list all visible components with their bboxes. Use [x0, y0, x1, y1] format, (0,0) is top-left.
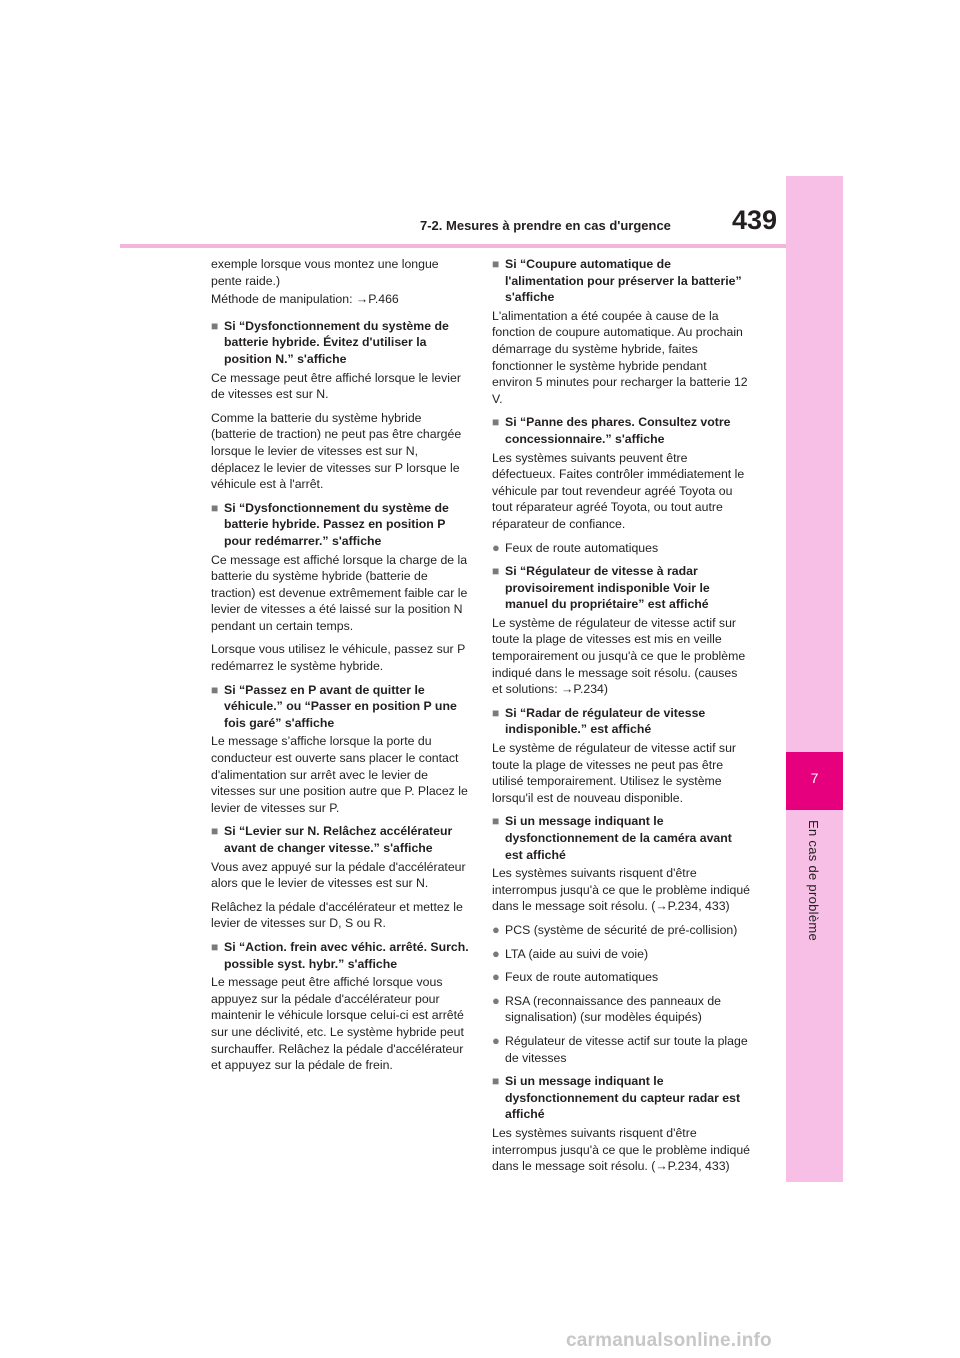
square-bullet-icon: ■ — [492, 415, 500, 430]
square-bullet-icon: ■ — [492, 705, 500, 720]
paragraph: Lorsque vous utilisez le véhicule, passez sur P redémarrez le système hybride. — [211, 642, 466, 674]
round-bullet-icon: ● — [492, 992, 500, 1008]
section-heading: Si “Radar de régulateur de vitesse indisponible.” est affiché — [505, 705, 706, 737]
square-bullet-icon: ■ — [211, 939, 219, 954]
section — [211, 500, 469, 675]
paragraph: Le système de régulateur de vitesse actif sur toute la plage de vitesses ne peut pas être utilisé temporairement. Utilisez le système lorsqu'il est de nouveau disponible. — [492, 741, 737, 805]
section-heading: Si un message indiquant le dysfonctionnement de la caméra avant est affiché — [505, 814, 732, 862]
chapter-title: En cas de problème — [806, 820, 821, 942]
paragraph: Ce message est affiché lorsque la charge de la batterie du système hybride (batterie de traction) est devenue extrêmement faible car le levier de vitesses a été laissé sur la position N pendant un certain temps. — [211, 552, 468, 633]
paragraph: Les systèmes suivants risquent d'être interrompus jusqu'à ce que le problème indiqué dans le message soit résolu. (→P.234, 433) — [492, 1125, 751, 1174]
section-heading: Si “Panne des phares. Consultez votre concessionnaire.” s'affiche — [505, 415, 731, 446]
section — [492, 256, 750, 407]
section — [211, 823, 469, 932]
section-heading: Si “Dysfonctionnement du système de batterie hybride. Passez en position P pour redémarrer.” s'affiche — [224, 500, 449, 548]
header-rule — [120, 244, 788, 248]
list-item — [492, 922, 750, 939]
paragraph: Comme la batterie du système hybride (batterie de traction) ne peut pas être chargée lorsque le levier de vitesses est sur N, déplacez le levier de vitesses sur P lorsque le véhicule est à l'arrêt. — [211, 410, 462, 492]
section-heading: Si “Régulateur de vitesse à radar provisoirement indisponible Voir le manuel du propriétaire” est affiché — [505, 564, 710, 612]
section-heading: Si “Passez en P avant de quitter le véhicule.” ou “Passer en position P une fois garé” s'affiche — [224, 682, 457, 730]
list-item-text: LTA (aide au suivi de voie) — [505, 946, 649, 961]
list-item — [492, 993, 750, 1026]
section — [492, 1073, 750, 1175]
section — [492, 705, 750, 807]
right-column — [492, 256, 750, 1182]
intro-reference: Méthode de manipulation: →P.466 — [211, 292, 399, 307]
square-bullet-icon: ■ — [492, 1074, 500, 1089]
section-heading: Si “Coupure automatique de l'alimentation pour préserver la batterie” s'affiche — [505, 257, 742, 305]
square-bullet-icon: ■ — [211, 318, 219, 333]
chapter-side-tab — [786, 176, 843, 1182]
section — [211, 318, 469, 493]
paragraph: Vous avez appuyé sur la pédale d'accélérateur alors que le levier de vitesses est sur N. — [211, 859, 466, 891]
round-bullet-icon: ● — [492, 945, 500, 961]
section-heading: Si “Dysfonctionnement du système de batterie hybride. Évitez d'utiliser la position N.” s'affiche — [224, 318, 449, 366]
paragraph: Relâchez la pédale d'accélérateur et mettez le levier de vitesses sur D, S ou R. — [211, 899, 463, 931]
list-item — [492, 540, 750, 557]
paragraph: Le message s’affiche lorsque la porte du conducteur est ouverte sans placer le contact d'alimentation sur arrêt avec le levier de vitesses sur une position autre que P. Placez le levier de vitesses sur P. — [211, 734, 468, 815]
watermark: carmanualsonline.info — [566, 1330, 772, 1351]
chapter-number: 7 — [810, 770, 819, 786]
section — [492, 563, 750, 698]
list-item — [492, 946, 750, 963]
paragraph: Le système de régulateur de vitesse actif sur toute la plage de vitesses est mis en veille temporairement ou jusqu'à ce que le problème indiqué dans le message soit résolu. (causes et solutions: →P.234) — [492, 615, 746, 697]
list-item-text: Feux de route automatiques — [505, 970, 659, 985]
square-bullet-icon: ■ — [492, 814, 500, 829]
section — [492, 813, 750, 1066]
square-bullet-icon: ■ — [211, 500, 219, 515]
list-item-text: RSA (reconnaissance des panneaux de signalisation) (sur modèles équipés) — [505, 993, 722, 1025]
list-item-text: PCS (système de sécurité de pré-collision) — [505, 922, 738, 937]
round-bullet-icon: ● — [492, 921, 500, 937]
left-column — [211, 256, 469, 1081]
round-bullet-icon: ● — [492, 969, 500, 985]
square-bullet-icon: ■ — [492, 564, 500, 579]
round-bullet-icon: ● — [492, 1032, 500, 1048]
paragraph: Les systèmes suivants risquent d'être interrompus jusqu'à ce que le problème indiqué dans le message soit résolu. (→P.234, 433) — [492, 866, 751, 914]
paragraph: L'alimentation a été coupée à cause de la fonction de coupure automatique. Au prochain démarrage du système hybride, faites fonctionner le système hybride pendant environ 5 minutes pour recharger la batterie 12 V. — [492, 308, 748, 406]
square-bullet-icon: ■ — [211, 824, 219, 839]
section-heading: Si “Action. frein avec véhic. arrêté. Surch. possible syst. hybr.” s'affiche — [224, 939, 469, 971]
list-item — [492, 969, 750, 986]
square-bullet-icon: ■ — [492, 257, 500, 271]
list-item-text: Feux de route automatiques — [505, 540, 659, 555]
intro-text: exemple lorsque vous montez une longue pente raide.) — [211, 257, 439, 288]
round-bullet-icon: ● — [492, 539, 500, 555]
section — [211, 682, 469, 817]
list-item-text: Régulateur de vitesse actif sur toute la plage de vitesses — [505, 1033, 748, 1065]
list-item — [492, 1033, 750, 1066]
section — [492, 414, 750, 556]
paragraph: Le message peut être affiché lorsque vous appuyez sur la pédale d'accélérateur pour maintenir le véhicule lorsque celui-ci est arrêté sur une déclivité, etc. Le système hybride peut surchauffer. Relâchez la pédale d'accélérateur et appuyez sur la pédale de frein. — [211, 975, 464, 1073]
section-heading: Si un message indiquant le dysfonctionnement du capteur radar est affiché — [505, 1074, 741, 1122]
page-number: 439 — [732, 205, 778, 235]
section — [211, 939, 469, 1074]
square-bullet-icon: ■ — [211, 682, 219, 697]
section-heading: Si “Levier sur N. Relâchez accélérateur avant de changer vitesse.” s'affiche — [224, 824, 453, 855]
paragraph: Ce message peut être affiché lorsque le levier de vitesses est sur N. — [211, 370, 461, 402]
section-title: 7-2. Mesures à prendre en cas d'urgence — [420, 218, 671, 233]
paragraph: Les systèmes suivants peuvent être défectueux. Faites contrôler immédiatement le véhicule par tout revendeur agréé Toyota ou tout réparateur agréé Toyota, ou tout autre réparateur de confiance. — [492, 450, 745, 531]
